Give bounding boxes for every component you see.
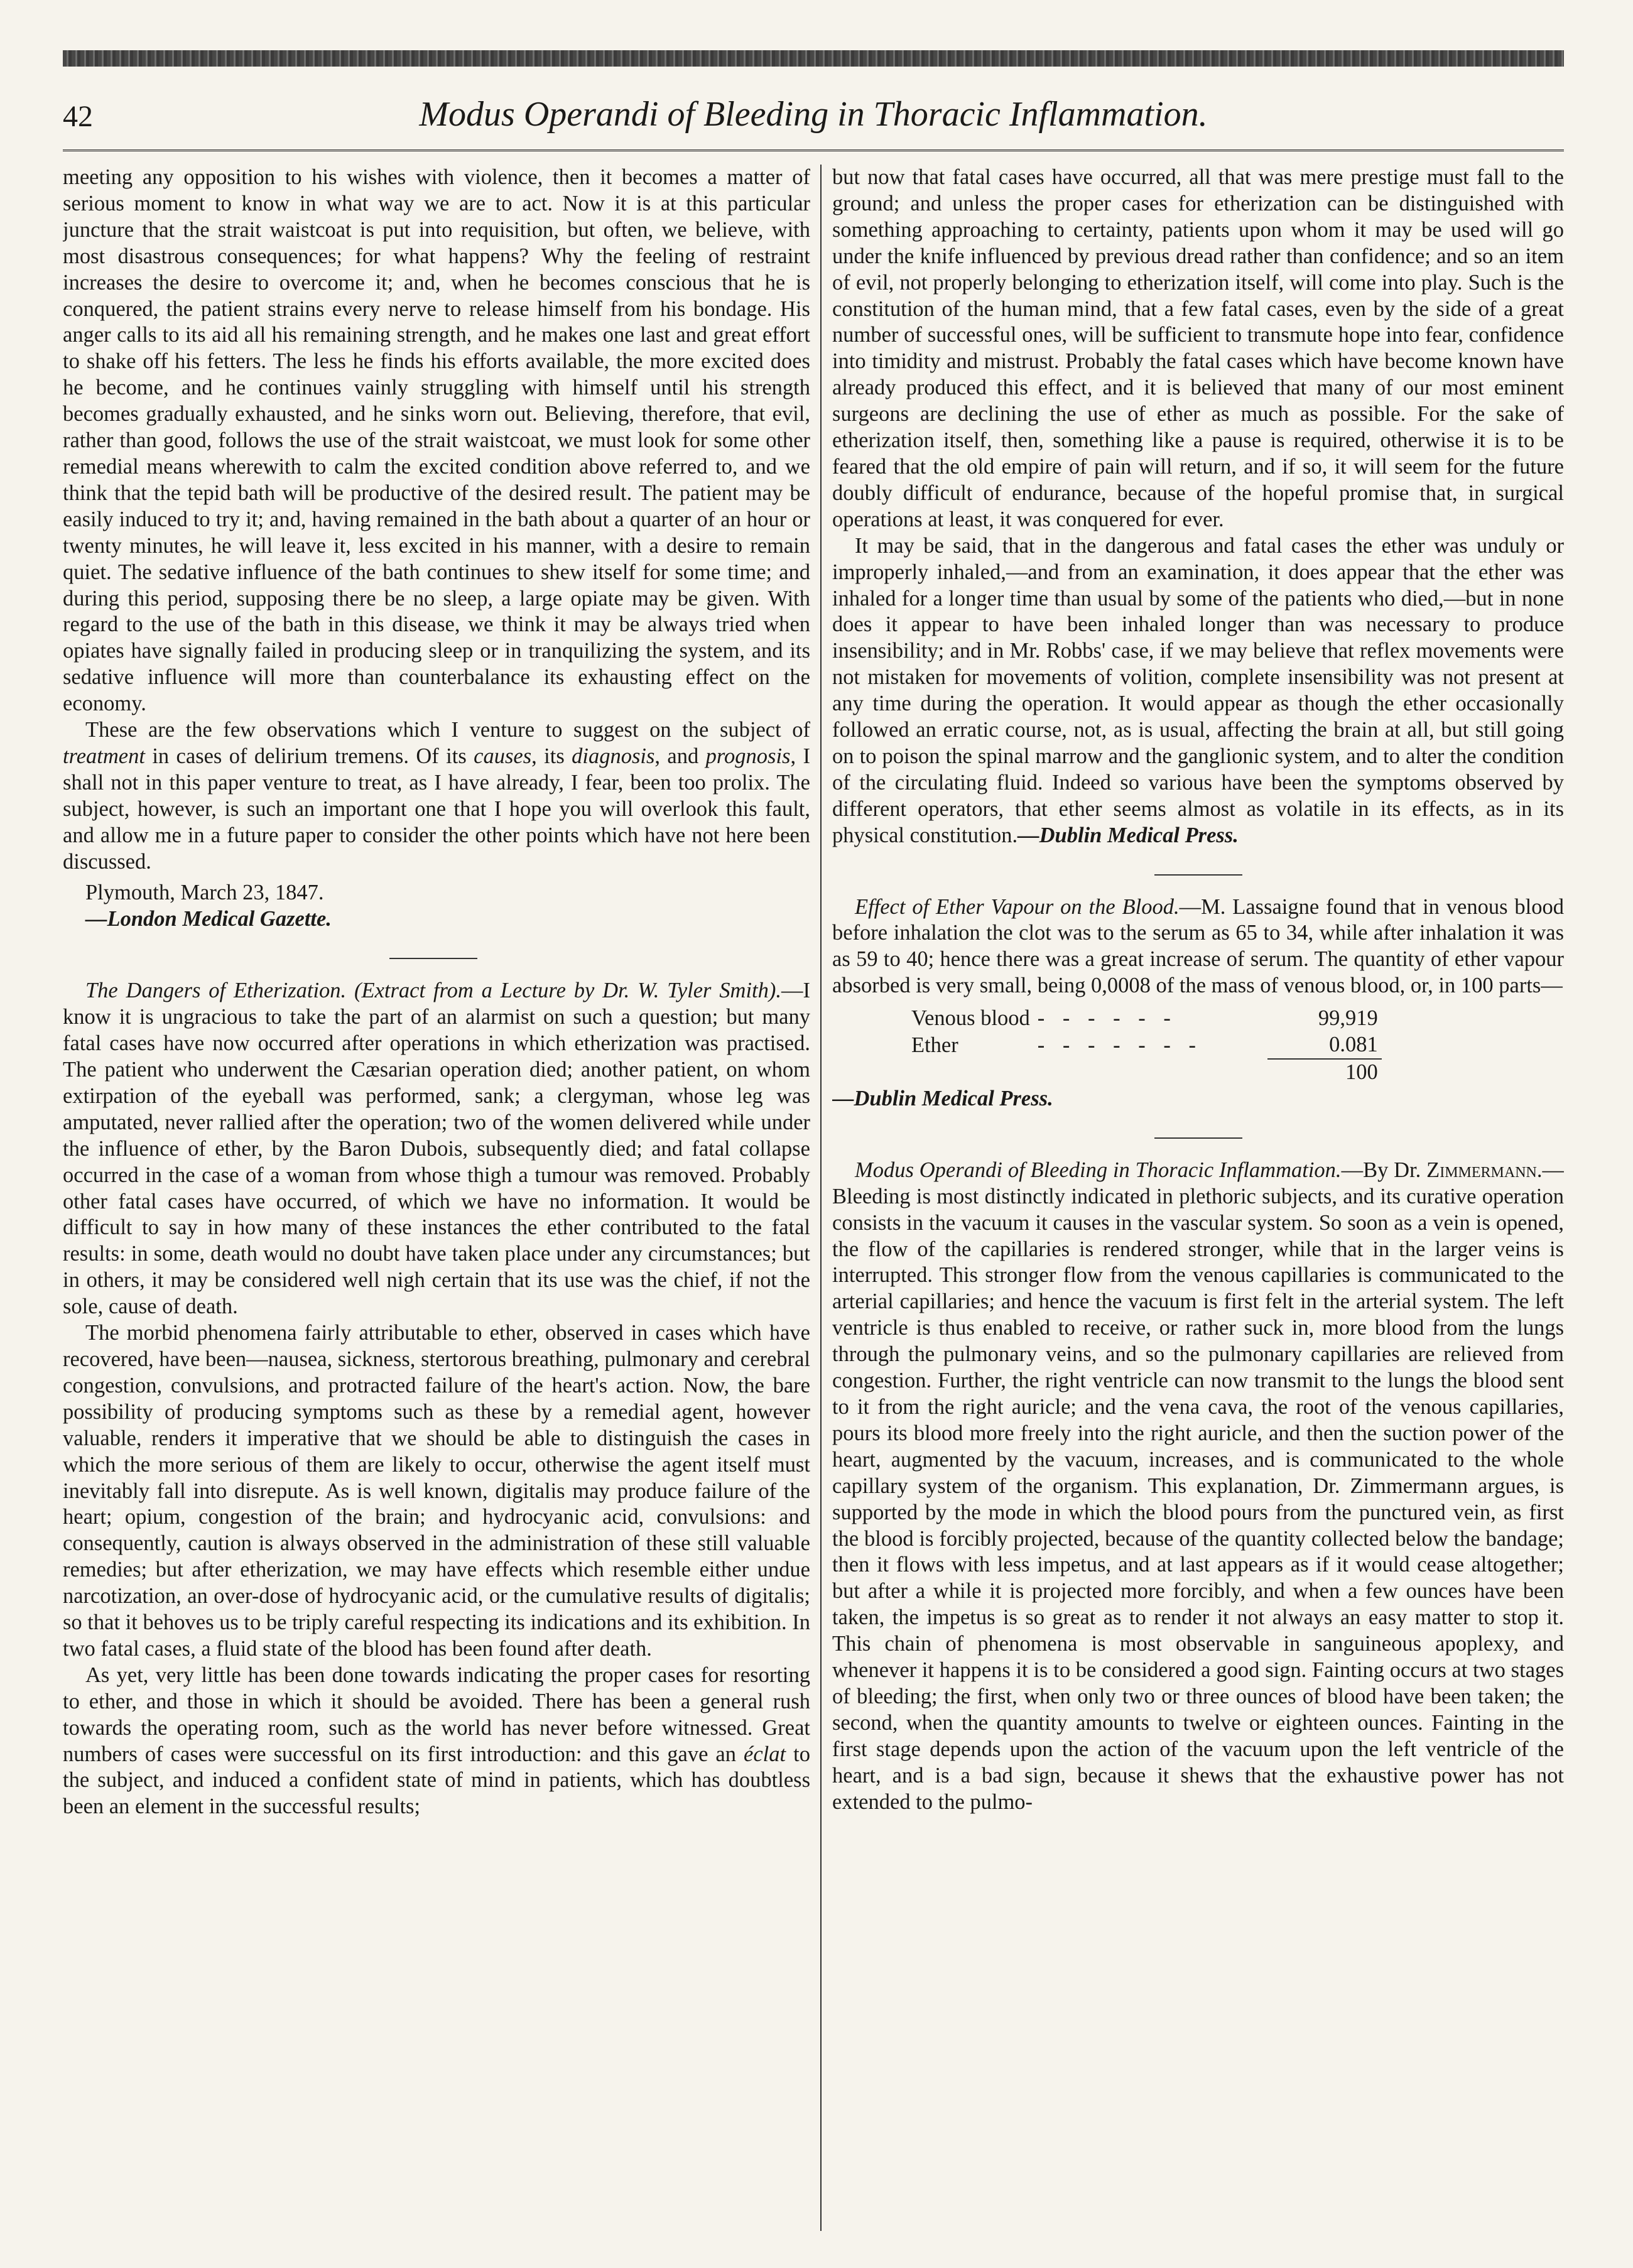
running-title: Modus Operandi of Bleeding in Thoracic Inflammation.: [419, 95, 1208, 134]
article-separator: [1154, 874, 1242, 876]
article-modus-operandi: Modus Operandi of Bleeding in Thoracic Inflammation.—By Dr. Zimmermann.—Bleeding is most distinctly indicated in plethoric subjects, and its curative operation consists in the vacuum it causes in the vascular system. So soon as a vein is opened, the flow of the capillaries is rendered stronger, while that in the larger veins is interrupted. This stronger flow from the venous capillaries is communicated to the arterial capillaries; and hence the vacuum is first felt in the arterial system. The left ventricle is thus enabled to receive, or rather suck in, more blood from the lungs through the pulmonary veins, and so the pulmonary capillaries are relieved from congestion. Further, the right ventricle can now transmit to the lungs the blood sent to it from the right auricle; and the vena cava, the root of the venous capillaries, pours its blood more freely into the right auricle, and then the suction power of the heart, augmented by the vacuum, increases, and is communicated to the whole capillary system of the organism. This explanation, Dr. Zimmermann argues, is supported by the mode in which the blood pours from the punctured vein, as first the blood is forcibly projected, because of the quantity collected below the bandage; then it flows with less impetus, and at last appears as if it would cease altogether; but after a while it is projected more forcibly, and when a few ounces have been taken, the impetus is so great as to render it not always an easy matter to stop it. This chain of phenomena is most observable in sanguineous apoplexy, and whenever it happens it is to be considered a good sign. Fainting occurs at two stages of bleeding; the first, when only two or three ounces of blood have been taken; the second, when the quantity amounts to twelve or eighteen ounces. Fainting in the first stage depends upon the action of the vacuum upon the left ventricle of the heart, and is a bad sign, because it shews that the exhaustive power has not extended to the pulmo-: [832, 1158, 1564, 1814]
paragraph: As yet, very little has been done towards indicating the proper cases for resorting to ether, and those in which it should be avoided. There has been a general rush towards the operating room, such as the world has never before witnessed. Great numbers of cases were successful on its first introduction: and this gave an éclat to the subject, and induced a confident state of mind in patients, which has doubtless been an element in the successful results;: [63, 1663, 810, 1819]
article-separator: [389, 958, 477, 959]
paragraph: The morbid phenomena fairly attributable to ether, observed in cases which have recovered, have been—nausea, sickness, stertorous breathing, pulmonary and cerebral congestion, convulsions, and protracted failure of the heart's action. Now, the bare possibility of producing symptoms such as these by a remedial agent, however valuable, renders it imperative that we should be able to distinguish the cases in which the more serious of them are likely to occur, otherwise the agent itself must inevitably fall into disrepute. As is well known, digitalis may produce failure of the heart; opium, congestion of the brain; and hydrocyanic acid, convulsions: and consequently, caution is always observed in the administration of these still valuable remedies; but after etherization, we may have effects which resemble either undue narcotization, an over-dose of hydrocyanic acid, or the cumulative results of digitalis; so that it behoves us to be triply careful respecting its indications and its exhibition. In two fatal cases, a fluid state of the blood has been found after death.: [63, 1321, 810, 1661]
paragraph: meeting any opposition to his wishes with violence, then it becomes a matter of serious moment to know in what way we are to act. Now it is at this particular juncture that the strait waistcoat is put into requisition, but often, we believe, with most disastrous consequences; for what happens? Why the feeling of restraint increases the desire to overcome it; and, when he becomes conscious that he is conquered, the patient strains every nerve to release himself from his bondage. His anger calls to its aid all his remaining strength, and he makes one last and great effort to shake off his fetters. The less he finds his efforts available, the more excited does he become, and he continues vainly struggling with himself until his strength becomes gradually exhausted, and he sinks worn out. Believing, therefore, that evil, rather than good, follows the use of the strait waistcoat, we must look for some other remedial means wherewith to calm the excited condition above referred to, and we think that the tepid bath will be productive of the desired result. The patient may be easily induced to try it; and, having remained in the bath about a quarter of an hour or twenty minutes, he will leave it, less excited in his manner, with a desire to remain quiet. The sedative influence of the bath continues to shew itself for some time; and during this period, supposing there be no sleep, a large opiate may be given. With regard to the use of the bath in this disease, we think it may be always tried when opiates have signally failed in producing sleep or in tranquilizing the system, and its sedative influence will more than counterbalance its exhausting effect on the economy.: [63, 165, 810, 716]
dateline: Plymouth, March 23, 1847.: [85, 881, 324, 905]
source-citation: —London Medical Gazette.: [85, 907, 332, 931]
ether-blood-table: [908, 1006, 1382, 1086]
article-effect-of-ether-vapour: Effect of Ether Vapour on the Blood.—M. Lassaigne found that in venous blood before inhalation the clot was to the serum as 65 to 34, while after inhalation it was as 59 to 40; hence there was a great increase of serum. The quantity of ether vapour absorbed is very small, being 0,0008 of the mass of venous blood, or, in 100 parts—: [832, 894, 1564, 998]
paragraph: It may be said, that in the dangerous and fatal cases the ether was unduly or improperly inhaled,—and from an examination, it does appear that the ether was inhaled for a longer time than usual by some of the patients who died,—but in none does it appear to have been inhaled longer than was necessary to produce insensibility; and in Mr. Robbs' case, if we may believe that reflex movements were not mistaken for movements of volition, complete insensibility was not present at any time during the operation. It would appear as though the ether occasionally followed an erratic course, not, as is usual, affecting the brain at all, but still going on to poison the spinal marrow and the ganglionic system, and to alter the condition of the circulating fluid. Indeed so various have been the symptoms observed by different operators, that ether seems almost as volatile in its effects, as in its physical constitution.—Dublin Medical Press.: [832, 533, 1564, 847]
table-row: Ether - - - - - - - 0.081: [911, 1033, 1378, 1057]
table-row: Venous blood - - - - - - 99,919: [911, 1006, 1378, 1031]
page-number: 42: [63, 100, 93, 133]
article-title: Effect of Ether Vapour on the Blood.: [855, 894, 1180, 919]
source-citation: —Dublin Medical Press.: [832, 1086, 1053, 1110]
column-divider: [820, 165, 822, 2231]
article-dangers-of-etherization: The Dangers of Etherization. (Extract from a Lecture by Dr. W. Tyler Smith).—I know it is ungracious to take the part of an alarmist on such a question; but many fatal cases have now occurred after operations in which etherization was practised. The patient who underwent the Cæsarian operation died; another patient, on whom extirpation of the eyeball was performed, sank; a clergyman, whose leg was amputated, never rallied after the operation; two of the women delivered while under the influence of ether, by the Baron Dubois, subsequently died; and fatal collapse occurred in the case of a woman from whose thigh a tumour was removed. Probably other fatal cases have occurred, of which we have no information. It would be difficult to say in how many of these instances the ether contributed to the fatal results: in some, death would no doubt have taken place under any circumstances; but in others, it may be considered well nigh certain that its use was the chief, if not the sole, cause of death.: [63, 979, 810, 1319]
article-separator: [1154, 1137, 1242, 1139]
right-column: [832, 165, 1564, 2231]
header-rule: [63, 149, 1564, 151]
top-ornamental-rule: [63, 50, 1564, 67]
left-column: [63, 165, 810, 2231]
article-title: The Dangers of Etherization.: [85, 979, 347, 1003]
table-total-row: 100: [908, 1059, 1382, 1086]
article-title: Modus Operandi of Bleeding in Thoracic Inflammation.: [855, 1158, 1342, 1182]
paragraph: but now that fatal cases have occurred, all that was mere prestige must fall to the ground; and unless the proper cases for etherization can be distinguished with something approaching to certainty, patients upon whom it may be used will go under the knife influenced by previous dread rather than confidence; and so an item of evil, not properly belonging to etherization itself, will come into play. Such is the constitution of the human mind, that a few fatal cases, even by the side of a great number of successful ones, will be sufficient to transmute hope into fear, confidence into timidity and mistrust. Probably the fatal cases which have become known have already produced this effect, and it is believed that many of our most eminent surgeons are declining the use of ether as much as possible. For the sake of etherization itself, then, something like a pause is required, otherwise it is to be feared that the old empire of pain will return, and if so, it will seem for the future doubly difficult of endurance, because of the hopeful promise that, in surgical operations at least, it was conquered for ever.: [832, 165, 1564, 531]
paragraph: These are the few observations which I venture to suggest on the subject of treatment in cases of delirium tremens. Of its causes, its diagnosis, and prognosis, I shall not in this paper venture to treat, as I have already, I fear, been too prolix. The subject, however, is such an important one that I hope you will overlook this fault, and allow me in a future paper to consider the other points which have not here been discussed.: [63, 718, 810, 874]
page-header: [63, 94, 1564, 144]
